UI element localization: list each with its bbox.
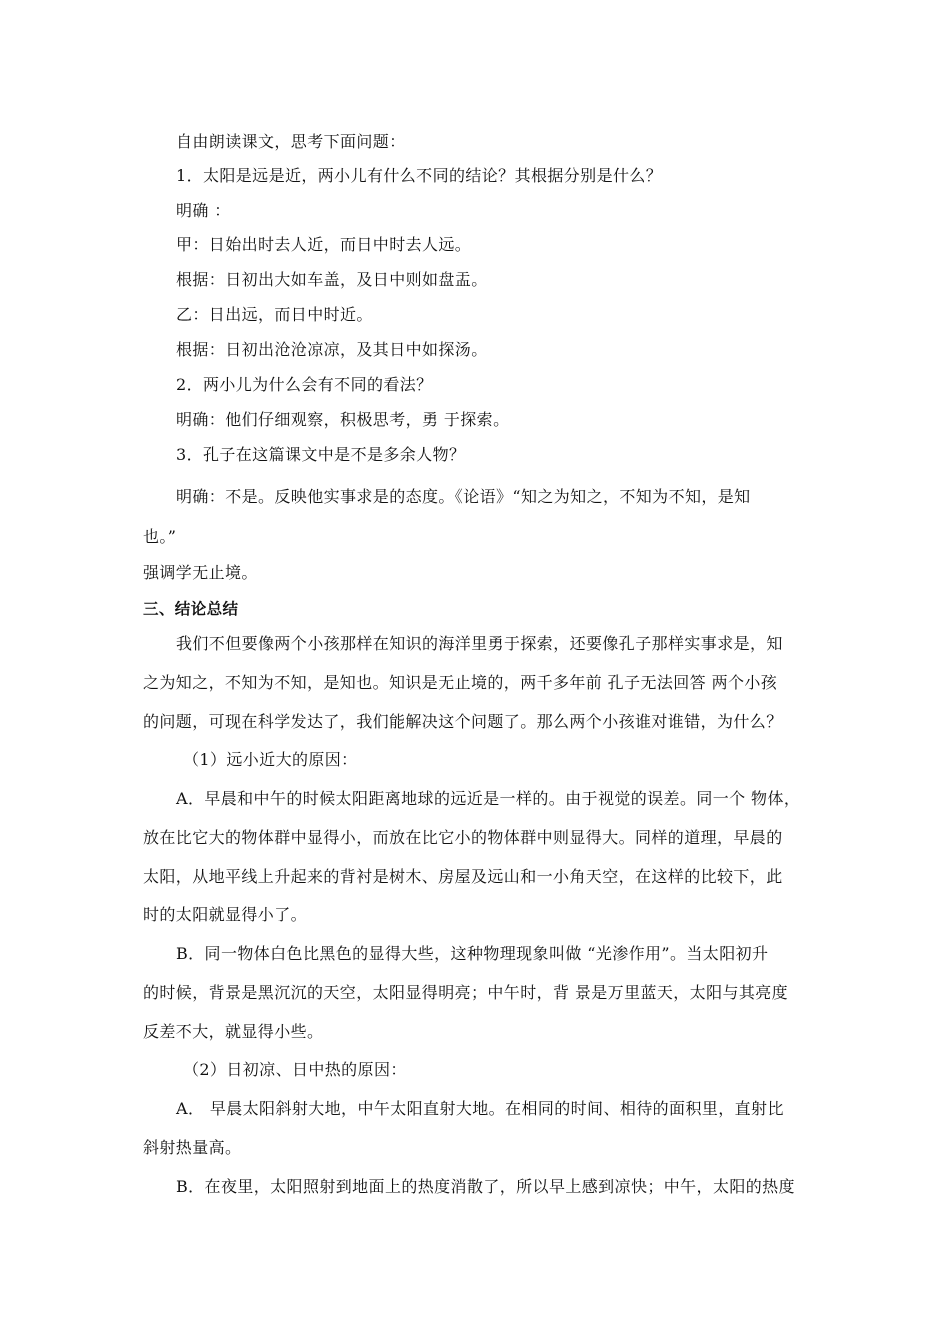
paragraph-line: 太阳，从地平线上升起来的背衬是树木、房屋及远山和一小角天空，在这样的比较下，此 xyxy=(143,867,783,886)
paragraph-line: 我们不但要像两个小孩那样在知识的海洋里勇于探索，还要像孔子那样实事求是，知 xyxy=(176,634,783,653)
question-3: 3．孔子在这篇课文中是不是多余人物？ xyxy=(176,445,466,464)
paragraph-line: A． 早晨太阳斜射大地，中午太阳直射大地。在相同的时间、相待的面积里，直射比 xyxy=(176,1099,784,1118)
intro-line: 自由朗读课文，思考下面问题： xyxy=(176,132,406,151)
question-2: 2．两小儿为什么会有不同的看法？ xyxy=(176,375,433,394)
paragraph-line: 放在比它大的物体群中显得小，而放在比它小的物体群中则显得大。同样的道理，早晨的 xyxy=(143,828,783,847)
answer-line: 也。” xyxy=(143,527,177,546)
answer-line: 明确：不是。反映他实事求是的态度。《论语》“知之为知之，不知为不知，是知 xyxy=(176,487,751,506)
paragraph-line: 反差不大，就显得小些。 xyxy=(143,1022,324,1041)
paragraph-line: B．在夜里，太阳照射到地面上的热度消散了，所以早上感到凉快；中午，太阳的热度 xyxy=(176,1177,795,1196)
answer-line: 甲：日始出时去人近，而日中时去人远。 xyxy=(176,235,472,254)
answer-label: 明确 ： xyxy=(176,201,231,220)
paragraph-line: 的时候，背景是黑沉沉的天空，太阳显得明亮；中午时，背 景是万里蓝天，太阳与其亮度 xyxy=(143,983,789,1002)
subheading: （1）远小近大的原因： xyxy=(183,750,358,769)
answer-line: 乙：日出远，而日中时近。 xyxy=(176,305,373,324)
answer-line: 根据：日初出沧沧凉凉，及其日中如探汤。 xyxy=(176,340,488,359)
subheading: （2）日初凉、日中热的原因： xyxy=(183,1060,407,1079)
paragraph-line: 斜射热量高。 xyxy=(143,1138,242,1157)
question-1: 1．太阳是远是近，两小儿有什么不同的结论？其根据分别是什么？ xyxy=(176,166,663,185)
paragraph-line: 强调学无止境。 xyxy=(143,563,258,582)
section-heading: 三、结论总结 xyxy=(143,600,239,618)
paragraph-line: 时的太阳就显得小了。 xyxy=(143,905,308,924)
paragraph-line: B．同一物体白色比黑色的显得大些，这种物理现象叫做 “光渗作用”。当太阳初升 xyxy=(176,944,769,963)
paragraph-line: 的问题，可现在科学发达了，我们能解决这个问题了。那么两个小孩谁对谁错，为什么？ xyxy=(143,712,783,731)
answer-line: 明确：他们仔细观察，积极思考，勇 于探索。 xyxy=(176,410,510,429)
answer-line: 根据：日初出大如车盖，及日中则如盘盂。 xyxy=(176,270,488,289)
paragraph-line: A．早晨和中午的时候太阳距离地球的远近是一样的。由于视觉的误差。同一个 物体， xyxy=(176,789,801,808)
paragraph-line: 之为知之，不知为不知，是知也。知识是无止境的，两千多年前 孔子无法回答 两个小孩 xyxy=(143,673,778,692)
